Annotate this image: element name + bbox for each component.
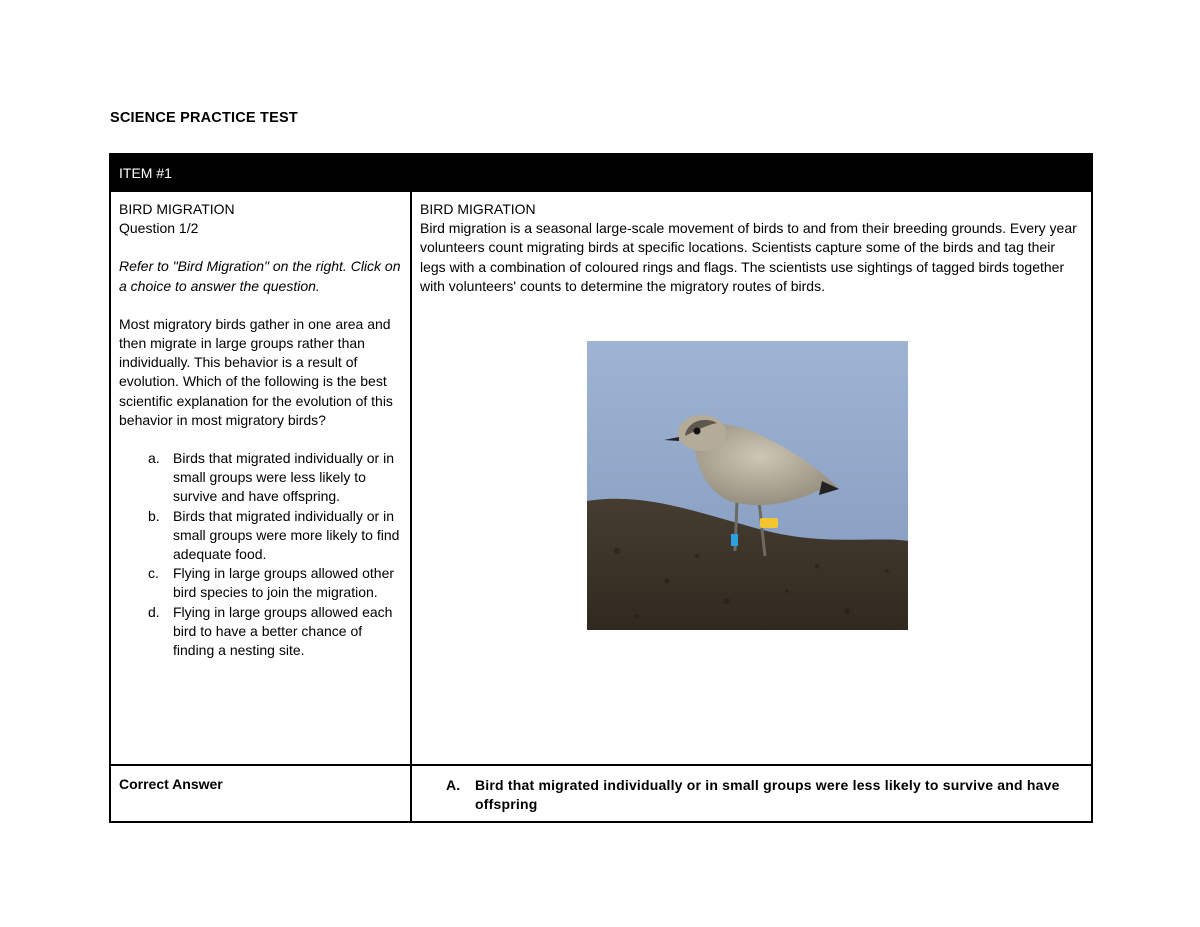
correct-answer-cell <box>412 766 1091 821</box>
choice-label: a. <box>148 450 160 467</box>
correct-answer-row <box>111 764 1091 821</box>
choice-text: Birds that migrated individually or in small groups were more likely to find adequate food. <box>173 507 400 563</box>
passage-title: BIRD MIGRATION <box>420 201 536 217</box>
choice-a[interactable] <box>148 449 402 507</box>
question-instruction: Refer to "Bird Migration" on the right. Click on a choice to answer the question. <box>119 258 401 294</box>
choice-b[interactable] <box>148 507 402 565</box>
choice-text: Flying in large groups allowed each bird to have a better chance of finding a nesting site. <box>173 603 393 659</box>
question-number: Question 1/2 <box>119 220 199 237</box>
page-title: SCIENCE PRACTICE TEST <box>110 110 298 126</box>
choice-label: b. <box>148 507 160 524</box>
choice-c[interactable] <box>148 564 402 602</box>
correct-answer <box>420 774 1083 814</box>
correct-answer-text: Bird that migrated individually or in small groups were less likely to survive and have offspring <box>475 777 1060 813</box>
choice-d[interactable] <box>148 603 402 661</box>
correct-answer-label: Correct Answer <box>119 776 223 792</box>
choice-label: c. <box>148 565 159 582</box>
choice-text: Birds that migrated individually or in small groups were less likely to survive and have offspring. <box>173 450 394 505</box>
passage-text: Bird migration is a seasonal large-scale movement of birds to and from their breeding grounds. Every year volunteers count migrating birds at specific locations. Scientists capture some of the birds and tag their legs with a combination of coloured rings and flags. The scientists use sightings of tagged birds together with volunteers' counts to determine the migratory routes of birds. <box>420 220 1077 294</box>
item-header: ITEM #1 <box>111 155 1091 191</box>
question-column <box>111 192 412 764</box>
correct-answer-label-cell <box>111 766 412 821</box>
correct-answer-choice-label: A. <box>446 777 461 793</box>
bird-photo <box>587 341 908 630</box>
choice-label: d. <box>148 603 160 620</box>
question-topic: BIRD MIGRATION <box>119 201 235 217</box>
question-text: Most migratory birds gather in one area and then migrate in large groups rather than individually. This behavior is a result of evolution. Which of the following is the best scientific explanation for the evolution of this behavior in most migratory birds? <box>119 315 393 428</box>
choice-text: Flying in large groups allowed other bird species to join the migration. <box>173 565 395 601</box>
answer-choices <box>119 449 402 660</box>
